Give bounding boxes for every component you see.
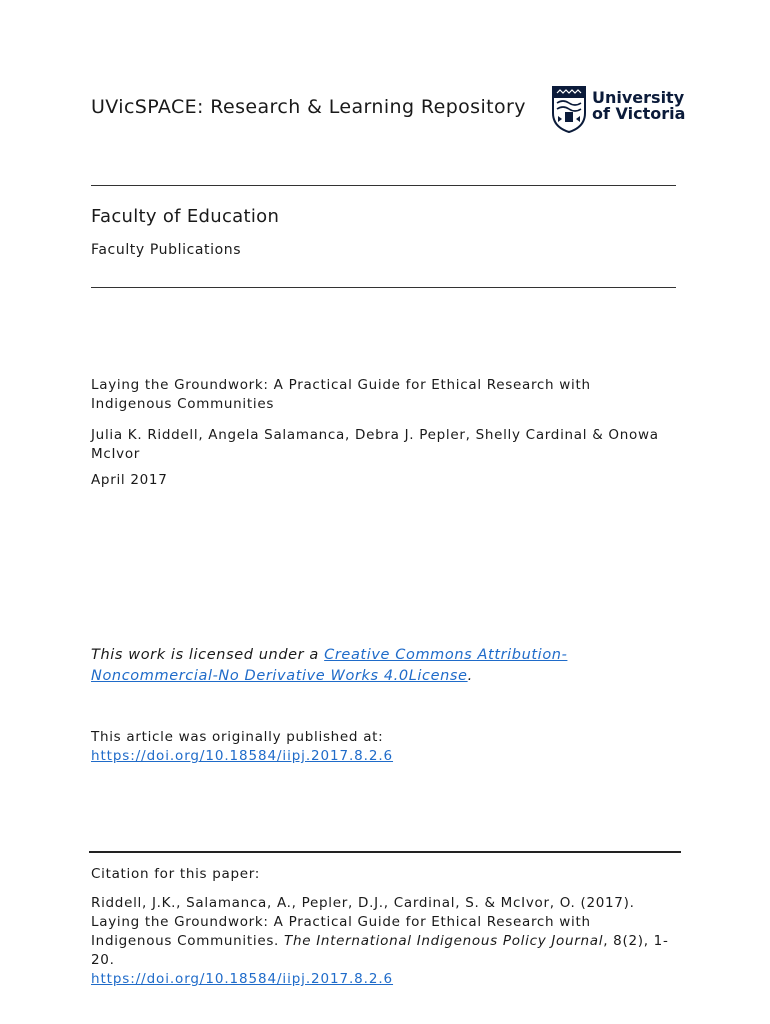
collection-series: Faculty Publications <box>91 242 242 258</box>
publication-doi-row <box>91 747 671 766</box>
citation-doi-link[interactable]: https://doi.org/10.18584/iipj.2017.8.2.6 <box>91 971 394 987</box>
paper-date: April 2017 <box>91 472 168 488</box>
citation-journal: The International Indigenous Policy Journal <box>284 933 604 949</box>
logo-line-1: University <box>592 88 685 107</box>
license-prefix: This work is licensed under a <box>91 647 325 663</box>
logo-line-2: of Victoria <box>592 104 686 123</box>
publication-doi-link[interactable]: https://doi.org/10.18584/iipj.2017.8.2.6 <box>91 748 394 764</box>
paper-title: Laying the Groundwork: A Practical Guide for Ethical Research with Indigenous Communities <box>91 377 591 412</box>
university-crest-icon <box>551 85 587 133</box>
citation-divider <box>89 851 681 853</box>
citation-tail: , 8(2), 1-20. <box>91 933 669 968</box>
university-logo <box>551 85 686 133</box>
license-statement <box>91 645 691 687</box>
repository-title: UVicSPACE: Research & Learning Repository <box>91 96 526 118</box>
citation-text <box>91 894 671 989</box>
citation-main: Riddell, J.K., Salamanca, A., Pepler, D.J., Cardinal, S. & McIvor, O. (2017). Laying the Groundwork: A Practical Guide for Ethical Research with Indigenous Communities. <box>91 895 635 949</box>
citation-label: Citation for this paper: <box>91 866 261 882</box>
divider <box>91 185 676 186</box>
divider <box>91 287 676 288</box>
license-suffix: . <box>467 668 473 684</box>
faculty-name: Faculty of Education <box>91 206 280 227</box>
published-at-label: This article was originally published at: <box>91 729 384 745</box>
license-link[interactable]: Creative Commons Attribution-Noncommercial-No Derivative Works 4.0License <box>91 647 568 684</box>
paper-authors: Julia K. Riddell, Angela Salamanca, Debra J. Pepler, Shelly Cardinal & Onowa McIvor <box>91 427 659 462</box>
logo-wordmark <box>592 90 685 122</box>
